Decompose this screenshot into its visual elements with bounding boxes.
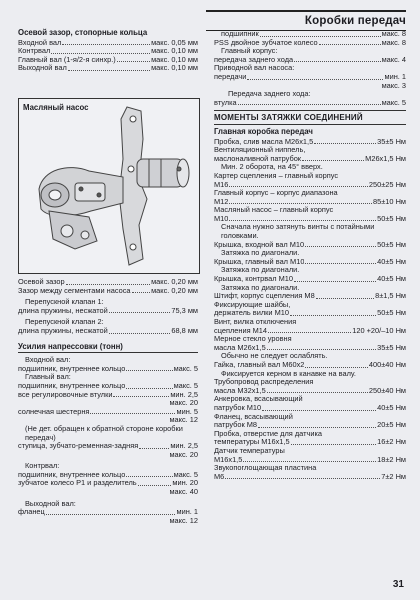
bolt-hole-low xyxy=(130,244,136,250)
main-row3b: макс. 12 xyxy=(169,415,198,425)
torque-row: M10 50±5 Нм xyxy=(214,214,406,223)
left-column xyxy=(18,28,198,73)
torque-row: маслоналивной патрубок M26x1,5 Нм xyxy=(214,154,406,163)
torque-row: температуры M16x1,5 16±2 Нм xyxy=(214,438,406,447)
input-row: подшипник, внутреннее кольцо макс. 5 xyxy=(18,364,198,373)
reverse-gear-title: Передача заднего хода: xyxy=(228,89,311,99)
torque-row: Штифт, корпус сцепления M8 8±1,5 Нм xyxy=(214,292,406,301)
pump-specs xyxy=(18,278,198,295)
right-top-row: подшипник макс. 8 xyxy=(221,30,406,38)
axial-row: Входной вал макс. 0,05 мм xyxy=(18,38,198,47)
torque-label: Датчик температуры xyxy=(214,445,285,455)
right-top-row: передача заднего хода макс. 4 xyxy=(214,55,406,64)
axial-row: Контрвал макс. 0,10 мм xyxy=(18,47,198,56)
bypass1-row: длина пружины, несжатой 75,3 мм xyxy=(18,306,198,315)
torque-note: Мин. 2 оборота, на 45° вверх. xyxy=(221,162,323,172)
torque-label: Фиксирующие шайбы, xyxy=(214,299,291,309)
torque-row: M6 7±2 Нм xyxy=(214,472,406,481)
counter-row2b: макс. 40 xyxy=(169,487,198,497)
page-header xyxy=(206,10,406,31)
oil-pump-figure xyxy=(18,98,200,274)
torque-title: МОМЕНТЫ ЗАТЯЖКИ СОЕДИНЕНИЙ xyxy=(214,110,406,125)
bypass2-row: длина пружины, несжатой 68,8 мм xyxy=(18,326,198,335)
torque-row: патрубок M10 40±5 Нм xyxy=(214,403,406,412)
torque-row: сцепления M14 120 +20/–10 Нм xyxy=(214,326,406,335)
right-top-list xyxy=(214,30,406,82)
torque-label: Анкеровка, всасывающий xyxy=(214,394,303,404)
torque-row: M16x1,5 18±2 Нм xyxy=(214,455,406,464)
right-column xyxy=(214,30,406,481)
torque-row: Гайка, главный вал M60x2 400±40 Нм xyxy=(214,360,406,369)
counter-title: Контрвал: xyxy=(25,461,60,471)
right-top-row: Приводной вал насоса: xyxy=(214,64,295,73)
counter-row1: подшипник, внутреннее кольцо макс. 5 xyxy=(18,470,198,479)
torque-label: Мерное стекло уровня xyxy=(214,334,292,344)
oil-pump-illustration xyxy=(19,99,199,273)
output-row: фланец мин. 1 xyxy=(18,508,198,517)
torque-note: Затяжка по диагонали. xyxy=(221,248,300,258)
page-number: 31 xyxy=(392,579,404,590)
axial-list xyxy=(18,39,198,73)
pump-spec-row: Зазор между сегментами насоса макс. 0,20 мм xyxy=(18,286,198,295)
pump-spec-row: Осевой зазор макс. 0,20 мм xyxy=(18,278,198,286)
output-title: Выходной вал: xyxy=(25,498,76,508)
right-top-row: PSS двойное зубчатое колесо макс. 8 xyxy=(214,38,406,47)
torque-row: масла M26x1,5 35±5 Нм xyxy=(214,343,406,352)
right-top-row: передачи мин. 1 xyxy=(214,72,406,81)
top-extra1: макс. 3 xyxy=(381,80,406,90)
torque-label: Вентиляционный ниппель, xyxy=(214,145,306,155)
torque-label: Винт, вилка отключения xyxy=(214,317,297,326)
torque-row: M16 250±25 Нм xyxy=(214,180,406,189)
main-row2b: макс. 20 xyxy=(169,398,198,408)
torque-row: патрубок M8 20±5 Нм xyxy=(214,421,406,430)
bypass1-title: Перепускной клапан 1: xyxy=(25,297,104,307)
torque-label: Трубопровод распределения xyxy=(214,377,314,387)
torque-row: M12 85±10 Нм xyxy=(214,197,406,206)
output-row-b: макс. 12 xyxy=(169,515,198,525)
torque-note: Затяжка по диагонали. xyxy=(221,282,300,292)
torque-note: Фиксируется керном в канавке на валу. xyxy=(221,368,356,378)
main-row1: подшипник, внутреннее кольцо макс. 5 xyxy=(18,381,198,390)
torque-row: масла M32x1,5 250±40 Нм xyxy=(214,386,406,395)
torque-row: Крышка, входной вал M10 50±5 Нм xyxy=(214,240,406,249)
torque-note: Сначала нужно затянуть винты с потайными головками. xyxy=(221,222,375,241)
input-shaft-title: Входной вал: xyxy=(25,355,71,365)
pump-motor xyxy=(137,159,189,187)
counter-row2: зубчатое колесо Р1 и разделитель мин. 20 xyxy=(18,479,198,488)
torque-row: держатель вилки M10 50±5 Нм xyxy=(214,309,406,318)
torque-label: Пробка, отверстие для датчика xyxy=(214,428,322,438)
bypass2-title: Перепускной клапан 2: xyxy=(25,317,104,327)
torque-note: Затяжка по диагонали. xyxy=(221,265,300,275)
torque-note: Обычно не следует ослаблять. xyxy=(221,351,328,361)
axial-title: Осевой зазор, стопорные кольца xyxy=(18,28,148,37)
pump-body xyxy=(39,168,123,216)
main-row2: все регулировочные втулки мин. 2,5 xyxy=(18,390,198,399)
torque-row: Крышка, контрвал M10 40±5 Нм xyxy=(214,275,406,284)
left-column-lower xyxy=(18,278,198,525)
hub-row-b: макс. 20 xyxy=(169,449,198,459)
torque-list xyxy=(214,138,406,482)
reverse-gear-row: втулка макс. 5 xyxy=(214,98,406,107)
hub-row: ступица, зубчато-ременная-задняя мин. 2,5 xyxy=(18,442,198,451)
axial-row: Выходной вал макс. 0,10 мм xyxy=(18,64,198,73)
press-title: Усилия напрессовки (тонн) xyxy=(18,343,198,354)
bolt-hole-top xyxy=(130,116,136,122)
reverse-note: (Не дет. обращен к обратной стороне коробки передач) xyxy=(25,423,183,442)
main-shaft-title: Главный вал: xyxy=(25,372,71,382)
torque-label: Картер сцепления – главный корпус xyxy=(214,170,339,180)
main-row3: солнечная шестерня мин. 5 xyxy=(18,407,198,416)
section-title: Коробки передач xyxy=(304,15,406,27)
torque-label: Масляный насос – главный корпус xyxy=(214,205,334,215)
pump-lower xyxy=(49,211,97,249)
torque-label: Главный корпус – корпус диапазона xyxy=(214,188,338,198)
torque-row: Крышка, главный вал M10 40±5 Нм xyxy=(214,257,406,266)
torque-label: Фланец, всасывающий xyxy=(214,411,293,421)
pump-title: Масляный насос xyxy=(23,103,89,112)
torque-label: Звукопоглощающая пластина xyxy=(214,463,317,473)
axial-row: Главный вал (1-я/2-я синхр.) макс. 0,10 мм xyxy=(18,55,198,64)
main-box-title: Главная коробка передач xyxy=(214,126,313,136)
torque-row: Пробка, слив масла M26x1,5 35±5 Нм xyxy=(214,137,406,146)
right-top-row: Главный корпус: xyxy=(221,47,278,56)
bolt-hole-mid xyxy=(128,166,134,172)
